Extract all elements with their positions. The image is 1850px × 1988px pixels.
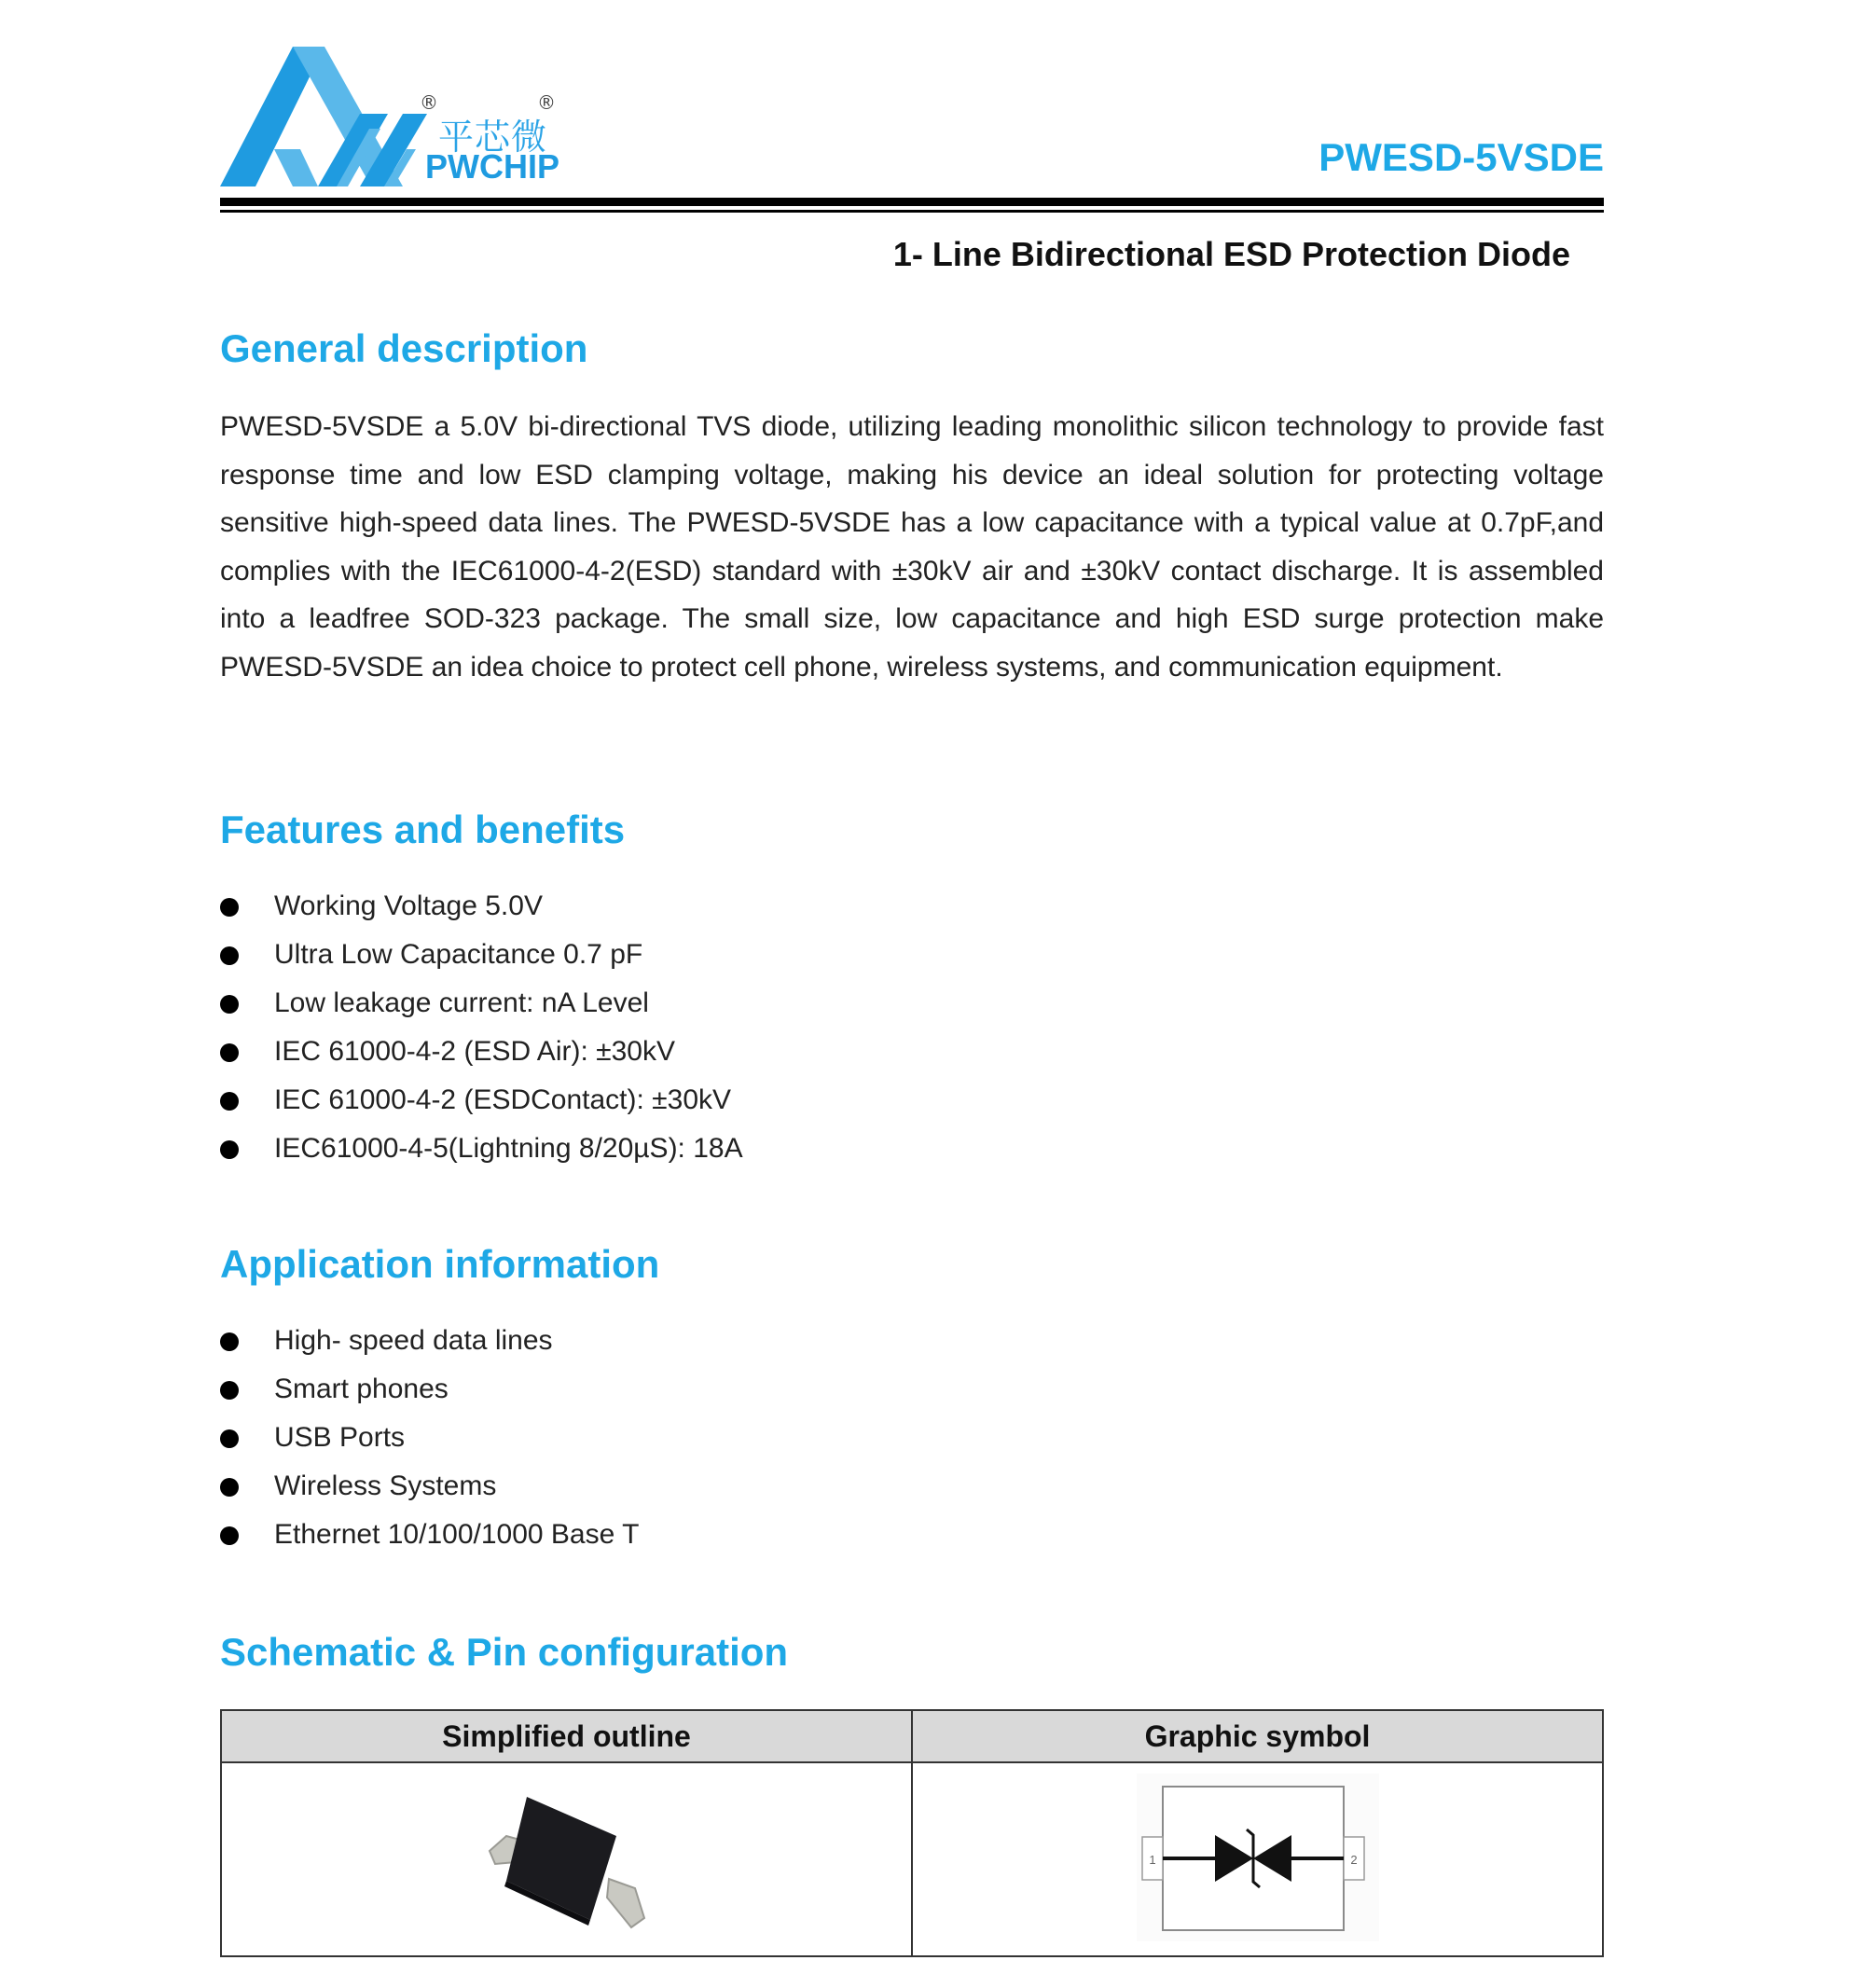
- outline-cell: [221, 1762, 912, 1956]
- applications-list: [220, 1317, 639, 1559]
- bidirectional-tvs-diode-symbol-icon: [1137, 1774, 1379, 1941]
- bullet-icon: [220, 898, 239, 917]
- bullet-icon: [220, 1332, 239, 1351]
- bullet-icon: [220, 995, 239, 1014]
- list-item: [220, 1125, 743, 1173]
- list-item-text: Ethernet 10/100/1000 Base T: [274, 1519, 640, 1550]
- list-item: [220, 1414, 639, 1462]
- bullet-icon: [220, 1478, 239, 1497]
- column-header-simplified-outline: Simplified outline: [221, 1710, 912, 1762]
- section-title-applications: Application information: [220, 1242, 660, 1286]
- document-subtitle: 1- Line Bidirectional ESD Protection Diode: [892, 235, 1570, 273]
- sod323-package-icon: [469, 1778, 665, 1937]
- logo-chinese-name: 平芯微: [438, 117, 548, 158]
- list-item-text: Ultra Low Capacitance 0.7 pF: [274, 939, 643, 970]
- section-title-general-description: General description: [220, 326, 588, 370]
- header-divider-thick: [220, 198, 1604, 206]
- list-item-text: USB Ports: [274, 1422, 406, 1453]
- list-item: [220, 882, 743, 931]
- bullet-icon: [220, 946, 239, 965]
- pin-1-label: 1: [1148, 1853, 1156, 1867]
- column-header-graphic-symbol: Graphic symbol: [912, 1710, 1603, 1762]
- symbol-cell: [912, 1762, 1603, 1956]
- pin-configuration-table: [220, 1709, 1604, 1957]
- list-item-text: Working Voltage 5.0V: [274, 890, 543, 921]
- pin-2-label: 2: [1349, 1853, 1358, 1867]
- list-item-text: High- speed data lines: [274, 1325, 553, 1356]
- part-number: PWESD-5VSDE: [1318, 135, 1604, 179]
- list-item: [220, 1462, 639, 1511]
- table-header-row: [221, 1710, 1603, 1762]
- list-item-text: IEC61000-4-5(Lightning 8/20µS): 18A: [274, 1133, 743, 1164]
- bullet-icon: [220, 1526, 239, 1545]
- general-description-text: PWESD-5VSDE a 5.0V bi-directional TVS diode, utilizing leading monolithic silicon technology to provide fast response time and low ESD clamping voltage, making his device an ideal solution for protecting voltage sensitive high-speed data lines. The PWESD-5VSDE has a low capacitance with a typical value at 0.7pF,and complies with the IEC61000-4-2(ESD) standard with ±30kV air and ±30kV contact discharge. It is assembled into a leadfree SOD-323 package. The small size, low capacitance and high ESD surge protection make PWESD-5VSDE an idea choice to protect cell phone, wireless systems, and communication equipment.: [220, 411, 1604, 683]
- registered-mark: ®: [537, 91, 556, 114]
- list-item-text: Smart phones: [274, 1374, 449, 1404]
- list-item: [220, 1365, 639, 1414]
- pwchip-logo: [220, 47, 574, 191]
- table-row: [221, 1762, 1603, 1956]
- list-item-text: IEC 61000-4-2 (ESDContact): ±30kV: [274, 1084, 732, 1115]
- bullet-icon: [220, 1092, 239, 1111]
- bullet-icon: [220, 1429, 239, 1448]
- features-list: [220, 882, 743, 1173]
- list-item: [220, 1028, 743, 1076]
- logo-english-name: PWCHIP: [425, 147, 559, 186]
- bullet-icon: [220, 1140, 239, 1159]
- list-item: [220, 1511, 639, 1559]
- registered-mark: ®: [420, 91, 438, 114]
- list-item: [220, 1317, 639, 1365]
- page-header: [220, 47, 1604, 210]
- list-item: [220, 979, 743, 1028]
- list-item-text: Wireless Systems: [274, 1470, 497, 1501]
- bullet-icon: [220, 1043, 239, 1062]
- pwchip-logo-mark-icon: [220, 47, 435, 191]
- bullet-icon: [220, 1381, 239, 1400]
- section-title-features: Features and benefits: [220, 808, 626, 851]
- header-divider-thin: [220, 210, 1604, 213]
- section-title-schematic: Schematic & Pin configuration: [220, 1630, 789, 1674]
- list-item: [220, 1076, 743, 1125]
- list-item-text: IEC 61000-4-2 (ESD Air): ±30kV: [274, 1036, 675, 1067]
- list-item: [220, 931, 743, 979]
- list-item-text: Low leakage current: nA Level: [274, 987, 649, 1018]
